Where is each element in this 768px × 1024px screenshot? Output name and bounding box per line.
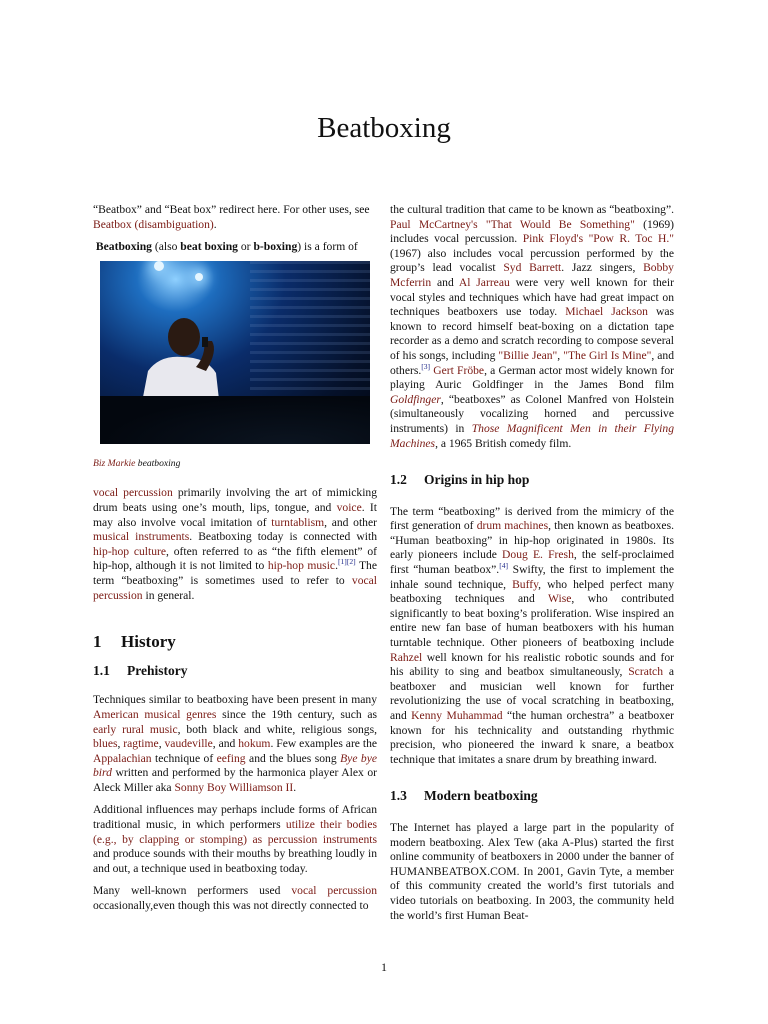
subsection-heading-modern bbox=[390, 789, 674, 804]
text: Many well-known performers used bbox=[93, 884, 292, 898]
text: the cultural tradition that came to be known as “beatboxing”. bbox=[390, 203, 674, 216]
page-title: Beatboxing bbox=[317, 112, 451, 144]
term-b-boxing: b-boxing bbox=[253, 240, 298, 254]
link[interactable]: Scratch bbox=[628, 665, 663, 679]
caption-link[interactable]: Biz Markie bbox=[93, 457, 136, 469]
text: , who contributed significantly to beat boxing’s proliferation. Wise inspired an entire new fan base of human beatboxers with his human turntable technique. Other pioneers of beatboxing include bbox=[390, 592, 674, 650]
text: , bbox=[117, 737, 124, 751]
text: , and others. bbox=[390, 348, 674, 377]
text: were very well known for their vocal styles and techniques which have had great impact on techniques beatboxers use today. bbox=[390, 275, 674, 319]
text: primarily involving the art of mimicking drum beats using one’s mouth, lips, tongue, and bbox=[93, 486, 378, 514]
subsection-number: 1.3 bbox=[390, 788, 407, 804]
link[interactable]: blues bbox=[93, 737, 118, 751]
subsection-heading-origins bbox=[390, 473, 674, 488]
text: and bbox=[431, 275, 459, 289]
text: , who helped perfect many beatboxing techniques and bbox=[390, 577, 674, 606]
text: . bbox=[335, 559, 338, 573]
subsection-title: Origins in hip hop bbox=[424, 472, 530, 488]
hatnote bbox=[93, 203, 377, 232]
link[interactable]: Gert Fröbe bbox=[433, 363, 485, 377]
right-column bbox=[390, 203, 674, 923]
intro-paragraph bbox=[93, 486, 377, 603]
text: , then known as beatboxes. “Human beatboxing” in hip-hop originated in 1980s. Its early pioneers include bbox=[390, 519, 674, 562]
text: was known to record himself beat-boxing on a dictation tape recorder as a demo and scratch recording to compose several of his songs, including bbox=[390, 305, 675, 362]
text: , bbox=[557, 348, 564, 362]
text: Techniques similar to beatboxing have been present in many bbox=[93, 693, 377, 707]
subsection-title: Prehistory bbox=[127, 662, 188, 678]
prehistory-paragraph-1 bbox=[93, 693, 377, 795]
text: Swifty, the first to implement the inhale sound technique, bbox=[390, 563, 675, 591]
text: , a 1965 British comedy film. bbox=[435, 436, 572, 450]
text: (1967) also includes vocal percussion performed by the group’s lead vocalist bbox=[390, 246, 674, 275]
link[interactable]: "Billie Jean" bbox=[498, 348, 558, 362]
link[interactable]: Sonny Boy Williamson II bbox=[174, 780, 294, 794]
link[interactable]: Pink Floyd's "Pow R. Toc H." bbox=[522, 232, 675, 246]
link[interactable]: Bye bye bird bbox=[93, 751, 377, 780]
section-number: 1 bbox=[93, 632, 102, 652]
link[interactable]: utilize their bodies (e.g., by clapping or stomping) as percussion instruments bbox=[93, 818, 377, 846]
lead-text: ) is a form of bbox=[297, 240, 358, 254]
prehistory-paragraph-continued bbox=[390, 203, 674, 451]
link[interactable]: Wise bbox=[548, 592, 572, 606]
link[interactable]: turntablism bbox=[271, 515, 325, 529]
hatnote-end: . bbox=[213, 217, 217, 231]
biz-markie-photo[interactable] bbox=[100, 261, 370, 444]
text: The term “beatboxing” is derived from the mimicry of the first generation of bbox=[390, 504, 674, 533]
text: . Few examples are the bbox=[270, 737, 378, 751]
figure-caption bbox=[93, 457, 377, 472]
text: occasionally,even though this was not directly connected to bbox=[93, 899, 369, 913]
prehistory-paragraph-2 bbox=[93, 803, 377, 876]
text: and the blues song bbox=[245, 751, 341, 765]
link[interactable]: Doug E. Fresh bbox=[502, 548, 574, 562]
link[interactable]: Buffy bbox=[512, 577, 539, 591]
link[interactable]: "The Girl Is Mine" bbox=[563, 348, 652, 362]
citation[interactable]: [3] bbox=[421, 361, 431, 371]
link[interactable]: Kenny Muhammad bbox=[411, 709, 503, 722]
stage-light bbox=[154, 261, 164, 271]
crowd bbox=[100, 396, 370, 444]
link[interactable]: Rahzel bbox=[390, 650, 423, 664]
subsection-number: 1.2 bbox=[390, 472, 407, 488]
hatnote-text: “Beatbox” and “Beat box” redirect here. For other uses, see bbox=[93, 203, 370, 216]
modern-paragraph: The Internet has played a large part in the popularity of modern beatboxing. Alex Tew (aka A-Plus) started the first online community of beatboxers in 2000 under the banner of HUMANBEATBOX.COM. In 2001, Gavin Tyte, a member of this community created the world’s first tutorials and video tutorials on beatboxing. In 2003, the community held the world’s first Human Beat- bbox=[390, 820, 674, 922]
subsection-number: 1.1 bbox=[93, 662, 110, 678]
link[interactable]: musical instruments bbox=[93, 530, 190, 544]
text: . bbox=[293, 780, 297, 794]
link[interactable]: Goldfinger bbox=[390, 392, 441, 406]
text: , often referred to as “the fifth element” of hip-hop, although it is not limited to bbox=[93, 544, 378, 573]
text: . Jazz singers, bbox=[561, 261, 644, 275]
link[interactable]: vocal percussion bbox=[93, 486, 173, 500]
link[interactable]: hip-hop music bbox=[267, 559, 336, 573]
link[interactable]: Those Magnificent Men in their Flying Machines bbox=[390, 421, 674, 450]
text: , a German actor most widely known for playing Auric Goldfinger in the James Bond film bbox=[390, 363, 674, 392]
link[interactable]: eefing bbox=[216, 751, 246, 765]
citation[interactable]: [1][2] bbox=[337, 557, 356, 567]
text: , the self-proclaimed first “human beatbox”. bbox=[390, 548, 674, 577]
link[interactable]: Appalachian bbox=[93, 751, 152, 765]
subsection-heading-prehistory bbox=[93, 664, 377, 679]
text: , “beatboxes” as Colonel Manfred von Holstein (simultaneously vocalizing horned and percussive instruments) in bbox=[390, 392, 674, 435]
link[interactable]: vocal percussion bbox=[291, 884, 378, 898]
term-beatboxing: Beatboxing bbox=[95, 240, 152, 254]
text: and produce sounds with their mouths by breathing loudly in and out, a technique used in beatboxing today. bbox=[93, 847, 377, 875]
text: a beatboxer and musician well known for further revolutionizing the use of vocal scratching in beatboxing, and bbox=[390, 665, 674, 722]
caption-text: beatboxing bbox=[135, 457, 181, 469]
prehistory-paragraph-3 bbox=[93, 884, 377, 913]
text: , and bbox=[212, 737, 239, 751]
text: Additional influences may perhaps include forms of African traditional music, in which performers bbox=[93, 803, 377, 832]
text: well known for his realistic robotic sounds and for his ability to sing and beatbox simultaneously, bbox=[390, 650, 674, 679]
link[interactable]: Al Jarreau bbox=[458, 275, 510, 289]
text: . It may also involve vocal imitation of bbox=[93, 500, 377, 529]
link[interactable]: early rural music bbox=[93, 722, 178, 736]
hatnote-link[interactable]: Beatbox (disambiguation) bbox=[93, 217, 214, 231]
lead-text: or bbox=[237, 240, 254, 254]
link[interactable]: drum machines bbox=[476, 519, 549, 533]
text: since the 19th century, such as bbox=[216, 707, 377, 721]
left-column bbox=[93, 203, 377, 914]
link[interactable]: hokum bbox=[238, 737, 271, 751]
link[interactable]: ragtime bbox=[123, 737, 159, 751]
stage-light bbox=[195, 273, 203, 281]
citation[interactable]: [4] bbox=[499, 561, 509, 571]
link[interactable]: Paul McCartney's "That Would Be Something" bbox=[390, 217, 635, 231]
link[interactable]: hip-hop culture bbox=[93, 544, 167, 558]
text: “the human orchestra” a beatboxer known for his technicality and outstanding rhythmic precision, who pioneered the inward k snare, a beatbox technique that imitates a snare drum by breathing inward. bbox=[390, 709, 674, 766]
text: . Beatboxing today is connected with bbox=[189, 530, 378, 544]
page-number: 1 bbox=[381, 960, 387, 974]
text: , and other bbox=[324, 515, 377, 529]
lead-sentence bbox=[93, 240, 377, 255]
link[interactable]: Syd Barrett bbox=[503, 261, 562, 275]
subsection-title: Modern beatboxing bbox=[424, 788, 538, 804]
text: , both black and white, religious songs, bbox=[177, 722, 377, 736]
link[interactable]: American musical genres bbox=[93, 707, 217, 721]
text: in general. bbox=[142, 588, 195, 602]
text: , bbox=[158, 737, 165, 751]
link[interactable]: vocal percussion bbox=[93, 573, 377, 602]
text: written and performed by the harmonica player Alex or Aleck Miller aka bbox=[93, 766, 377, 794]
link[interactable]: Bobby Mcferrin bbox=[390, 261, 674, 289]
section-title: History bbox=[121, 632, 176, 652]
section-heading-history bbox=[93, 632, 377, 652]
lead-text: (also bbox=[151, 240, 181, 254]
text: The term “beatboxing” is sometimes used to refer to bbox=[93, 559, 377, 587]
origins-paragraph bbox=[390, 505, 674, 768]
text: (1969) includes vocal percussion. bbox=[390, 217, 674, 246]
text: technique of bbox=[151, 751, 217, 765]
link[interactable]: Michael Jackson bbox=[565, 305, 648, 319]
term-beat-boxing: beat boxing bbox=[180, 240, 238, 254]
link[interactable]: voice bbox=[336, 500, 362, 514]
link[interactable]: vaudeville bbox=[164, 737, 213, 751]
